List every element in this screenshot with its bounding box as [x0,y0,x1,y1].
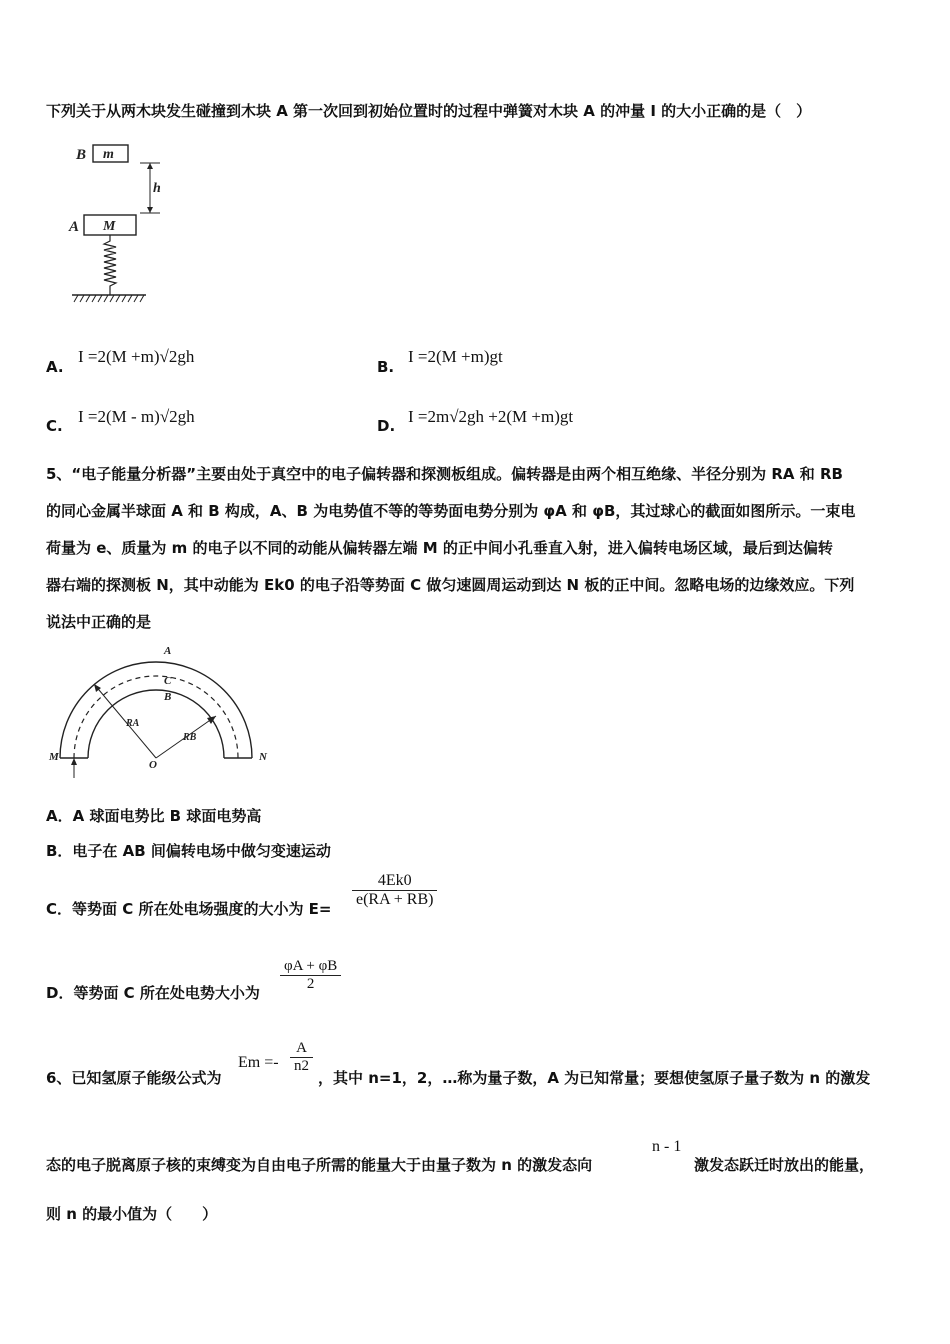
q5-text-line-4: 器右端的探测板 N，其中动能为 Ek0 的电子沿等势面 C 做匀速圆周运动到达 N 板的正中间。忽略电场的边缘效应。下列 [46,576,855,594]
fig-label-N: N [259,751,267,763]
spring-block-figure [62,138,162,306]
fig-label-M: M [103,219,116,234]
q6-formula-fraction [290,1040,313,1075]
q5-option-D-fraction [280,958,341,993]
q4-option-D-label[interactable]: D. [377,417,396,435]
fig-label-B: B [76,147,87,163]
q4-option-C-label[interactable]: C. [46,417,63,435]
q6-text-part-1: 6、已知氢原子能级公式为 [46,1069,222,1087]
fig-label-RA: RA [126,718,140,729]
q5-option-C[interactable]: C．等势面 C 所在处电场强度的大小为 E= [46,900,332,918]
fig-label-A: A [69,219,80,235]
q4-option-B-expr: I =2(M +m)gt [408,347,503,366]
q5-option-C-denominator: e(RA + RB) [352,890,437,909]
fig-label-C-surface: C [164,675,172,687]
fig-label-M: M [49,751,59,763]
q6-expr-n-minus-1: n - 1 [652,1138,682,1155]
q6-text-line-2a: 态的电子脱离原子核的束缚变为自由电子所需的能量大于由量子数为 n 的激发态向 [46,1156,593,1174]
q6-formula-numerator: A [296,1040,307,1056]
fig-label-RB: RB [183,732,197,743]
q6-text-line-3: 则 n 的最小值为（ ） [46,1205,218,1223]
q5-option-A[interactable]: A．A 球面电势比 B 球面电势高 [46,807,262,825]
deflector-figure [46,640,286,780]
q5-text-line-5: 说法中正确的是 [46,613,152,631]
q5-option-C-numerator: 4Ek0 [377,872,412,889]
fig-label-m: m [103,147,114,162]
q4-option-D-expr: I =2m√2gh +2(M +m)gt [408,407,574,426]
q6-text-line-2b: 激发态跃迁时放出的能量， [694,1156,875,1174]
q6-text-part-2: ，其中 n=1，2，…称为量子数，A 为已知常量；要想使氢原子量子数为 n 的激发 [318,1069,871,1087]
q4-stem: 下列关于从两木块发生碰撞到木块 A 第一次回到初始位置时的过程中弹簧对木块 A 的冲量 I 的大小正确的是（ ） [46,102,812,120]
q6-formula-lhs: Em =- [238,1054,279,1071]
q5-text-line-2: 的同心金属半球面 A 和 B 构成，A、B 为电势值不等的等势面电势分别为 φA 和 φB，其过球心的截面如图所示。一束电 [46,502,856,520]
q5-text-line-1: 5、“电子能量分析器”主要由处于真空中的电子偏转器和探测板组成。偏转器是由两个相互绝缘、半径分别为 RA 和 RB [46,465,843,483]
q4-option-A-expr: I =2(M +m)√2gh [78,347,195,366]
q5-text-line-3: 荷量为 e、质量为 m 的电子以不同的动能从偏转器左端 M 的正中间小孔垂直入射，进入偏转电场区域，最后到达偏转 [46,539,833,557]
fig-label-O: O [149,759,157,771]
fig-label-h: h [153,181,161,196]
q5-option-D[interactable]: D．等势面 C 所在处电势大小为 [46,984,260,1002]
q4-option-B-label[interactable]: B. [377,358,395,376]
q6-formula-denominator: n2 [290,1057,313,1075]
q4-option-C-expr: I =2(M - m)√2gh [78,407,195,426]
fig-label-A-sphere: A [164,645,172,657]
fig-label-B-sphere: B [164,691,172,703]
q5-option-B[interactable]: B．电子在 AB 间偏转电场中做匀变速运动 [46,842,331,860]
q5-option-D-numerator: φA + φB [284,958,338,974]
spring [104,235,116,295]
q4-option-A-label[interactable]: A. [46,358,64,376]
q5-option-C-fraction [352,872,437,909]
q5-option-D-denominator: 2 [280,975,341,993]
